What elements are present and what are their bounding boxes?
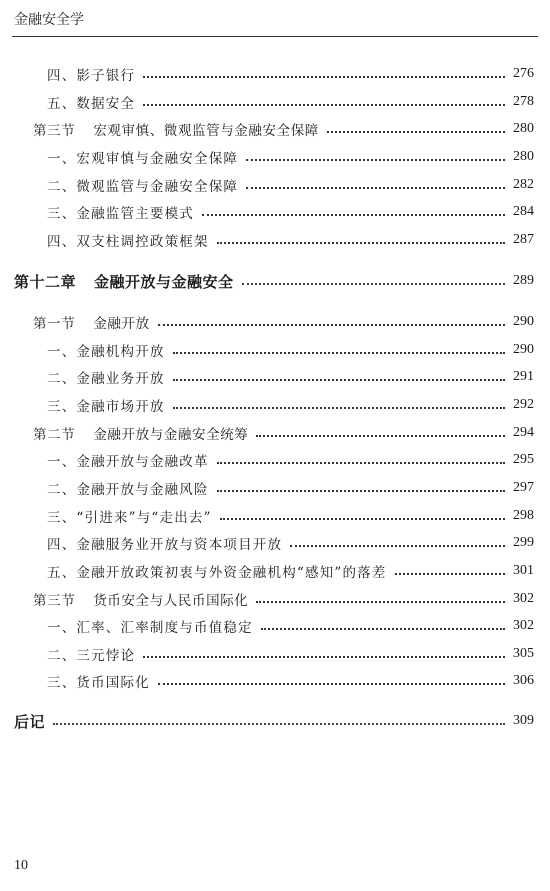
dot-leader <box>143 103 505 106</box>
toc-entry-title <box>33 312 150 332</box>
toc-entry[interactable] <box>0 532 550 554</box>
toc-entry-page: 291 <box>513 369 534 384</box>
toc-entry-title <box>47 506 212 526</box>
dot-leader <box>395 572 505 575</box>
toc-entry-page: 290 <box>513 314 534 329</box>
dot-leader <box>290 544 505 547</box>
running-header: 金融安全学 <box>14 12 84 28</box>
dot-leader <box>173 351 505 354</box>
toc-entry-label: 二、金融开放与金融风险 <box>47 482 209 498</box>
dot-leader <box>246 186 505 189</box>
dot-leader <box>261 627 505 630</box>
toc-entry-label: 三、货币国际化 <box>47 675 150 691</box>
toc-entry-page: 302 <box>513 591 534 606</box>
dot-leader <box>202 213 505 216</box>
toc-entry-label: 一、宏观审慎与金融安全保障 <box>47 151 239 167</box>
dot-leader <box>220 517 505 520</box>
toc-entry-title <box>47 478 209 498</box>
toc-entry[interactable] <box>0 643 550 665</box>
toc-entry-title <box>14 711 45 732</box>
toc-entry-page: 280 <box>513 149 534 164</box>
dot-leader <box>173 378 505 381</box>
toc-entry[interactable] <box>0 449 550 471</box>
toc-entry-label: 货币安全与人民币国际化 <box>93 593 249 609</box>
toc-entry-page: 295 <box>513 452 534 467</box>
toc-entry-label: 宏观审慎、微观监管与金融安全保障 <box>93 123 319 139</box>
toc-entry[interactable] <box>0 174 550 196</box>
toc-entry-page: 292 <box>513 397 534 412</box>
toc-entry-title <box>33 119 319 139</box>
dot-leader <box>143 655 505 658</box>
toc-entry-title <box>47 175 238 195</box>
toc-entry[interactable] <box>0 560 550 582</box>
toc-entry-title <box>14 271 234 292</box>
toc-entry[interactable] <box>0 201 550 223</box>
toc-entry-label: 二、三元悖论 <box>47 648 136 664</box>
toc-entry-number: 第三节 <box>33 123 76 139</box>
toc-entry[interactable] <box>0 311 550 333</box>
toc-entry-label: 三、金融监管主要模式 <box>47 206 194 222</box>
toc-entry[interactable] <box>0 477 550 499</box>
toc-entry-number: 第十二章 <box>14 272 77 291</box>
toc-entry-page: 309 <box>513 713 534 728</box>
toc-entry-title <box>47 533 282 553</box>
toc-entry-title <box>47 367 165 387</box>
dot-leader <box>242 282 505 285</box>
toc-entry-label: 三、“引进来”与“走出去” <box>47 510 212 526</box>
toc-entry-label: 五、金融开放政策初衷与外资金融机构“感知”的落差 <box>47 565 387 581</box>
toc-entry-title <box>47 671 150 691</box>
toc-entry[interactable] <box>0 229 550 251</box>
toc-entry-title <box>47 147 238 167</box>
toc-entry[interactable] <box>0 588 550 610</box>
toc-entry-title <box>47 230 209 250</box>
toc-entry[interactable] <box>0 366 550 388</box>
toc-entry-page: 302 <box>513 618 534 633</box>
toc-entry-label: 后记 <box>14 712 46 731</box>
toc-entry-page: 301 <box>513 563 534 578</box>
toc-entry-label: 二、微观监管与金融安全保障 <box>47 179 239 195</box>
toc-entry-page: 289 <box>513 273 534 288</box>
toc-entry-page: 278 <box>513 94 534 109</box>
toc-entry[interactable] <box>0 146 550 168</box>
toc-entry-label: 四、影子银行 <box>47 68 136 84</box>
toc-entry-label: 四、双支柱调控政策框架 <box>47 234 209 250</box>
toc-entry-title <box>47 644 135 664</box>
toc-entry-page: 299 <box>513 535 534 550</box>
toc-entry-number: 第三节 <box>33 593 76 609</box>
toc-entry[interactable] <box>0 422 550 444</box>
dot-leader <box>217 241 505 244</box>
toc-entry-number: 第一节 <box>33 316 76 332</box>
toc-entry-title <box>47 395 165 415</box>
toc-entry-title <box>47 92 135 112</box>
toc-entry-page: 305 <box>513 646 534 661</box>
toc-entry[interactable] <box>0 394 550 416</box>
toc-entry-page: 284 <box>513 204 534 219</box>
toc-entry-page: 298 <box>513 508 534 523</box>
toc-entry-label: 二、金融业务开放 <box>47 371 165 387</box>
dot-leader <box>327 130 505 133</box>
toc-entry-page: 294 <box>513 425 534 440</box>
toc-entry-label: 五、数据安全 <box>47 96 136 112</box>
dot-leader <box>256 434 505 437</box>
toc-entry-page: 290 <box>513 342 534 357</box>
toc-entry-page: 282 <box>513 177 534 192</box>
dot-leader <box>256 600 505 603</box>
toc-entry-label: 一、金融开放与金融改革 <box>47 454 209 470</box>
toc-entry[interactable] <box>0 615 550 637</box>
toc-entry[interactable] <box>0 270 550 292</box>
toc-entry-label: 四、金融服务业开放与资本项目开放 <box>47 537 283 553</box>
page-number: 10 <box>14 858 28 873</box>
toc-entry-page: 297 <box>513 480 534 495</box>
toc-entry-title <box>47 340 165 360</box>
toc-entry-page: 280 <box>513 121 534 136</box>
dot-leader <box>143 75 505 78</box>
dot-leader <box>173 406 505 409</box>
dot-leader <box>217 489 505 492</box>
toc-entry-title <box>47 450 209 470</box>
header-rule <box>12 36 538 37</box>
toc-entry[interactable] <box>0 118 550 140</box>
dot-leader <box>217 461 505 464</box>
toc-entry[interactable] <box>0 505 550 527</box>
toc-entry[interactable] <box>0 670 550 692</box>
toc-entry[interactable] <box>0 339 550 361</box>
toc-entry-page: 276 <box>513 66 534 81</box>
dot-leader <box>53 722 505 725</box>
toc-entry-title <box>47 64 135 84</box>
toc-entry-label: 三、金融市场开放 <box>47 399 165 415</box>
toc-entry[interactable] <box>0 91 550 113</box>
dot-leader <box>158 682 505 685</box>
toc-entry[interactable] <box>0 63 550 85</box>
toc-entry-title <box>47 561 387 581</box>
toc-entry-title <box>33 589 248 609</box>
toc-entry-page: 287 <box>513 232 534 247</box>
toc-entry-title <box>47 616 253 636</box>
toc-entry-label: 金融开放与金融安全统筹 <box>93 427 249 443</box>
toc-entry-title <box>33 423 248 443</box>
toc-entry-label: 金融开放 <box>93 316 150 332</box>
dot-leader <box>246 158 505 161</box>
toc-entry-label: 金融开放与金融安全 <box>94 272 234 291</box>
toc-entry-page: 306 <box>513 673 534 688</box>
toc-entry-number: 第二节 <box>33 427 76 443</box>
dot-leader <box>158 323 505 326</box>
toc-entry-label: 一、金融机构开放 <box>47 344 165 360</box>
toc-entry[interactable] <box>0 710 550 732</box>
toc-entry-label: 一、汇率、汇率制度与币值稳定 <box>47 620 253 636</box>
toc-entry-title <box>47 202 194 222</box>
